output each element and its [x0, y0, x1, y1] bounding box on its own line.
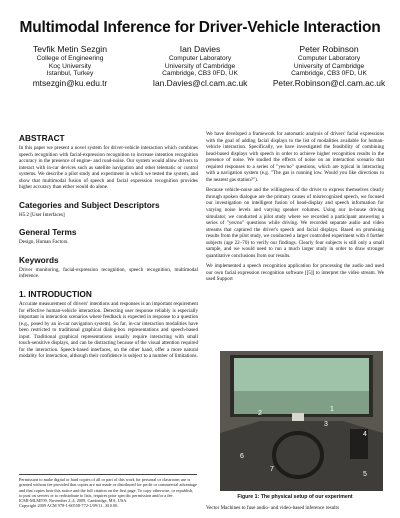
figure-marker: 4 — [363, 431, 367, 438]
author-name: Tevfik Metin Sezgin — [32, 44, 108, 54]
figure-caption: Figure 1: The physical setup of our experiment — [237, 494, 353, 500]
author-email: Peter.Robinson@cl.cam.ac.uk — [272, 77, 386, 88]
body-text-after-figure: Vector Machines to fuse audio- and video-based inference results — [206, 505, 339, 511]
author-name: Peter Robinson — [299, 44, 359, 54]
figure-marker: 6 — [240, 453, 244, 460]
figure-marker: 5 — [363, 471, 367, 478]
abstract-heading: ABSTRACT — [19, 133, 65, 143]
body-paragraph: We implemented a speech recognition application for processing the audio and used our own facial expression recognition software [[5]] to interpret the video stream. We used Support — [206, 263, 384, 283]
camera-device — [292, 413, 304, 421]
author-affiliation: Cambridge, CB3 0FD, UK — [291, 70, 367, 78]
right-column — [206, 131, 384, 283]
abstract-text: In this paper we present a novel system for driver-vehicle interaction which combines speech recognition with facial-expression recognition to increase intention recognition accuracy in the presence of engine- and road-noise. Our system would allow drivers to interact with in-car devices such as satellite navigation and other telematic or control systems. We describe a pilot study and experiment in which we tested the system, and show that multimodal fusion of speech and facial expression recognition provides higher accuracy than either would do alone. — [19, 145, 198, 191]
introduction-text: Accurate measurement of drivers' intentions and responses is an important requirement for effective human-vehicle interaction. Detecting user response reliably is especially important in interaction scenarios where feedback is expected in response to a question (e.g., posed by an in-car navigation system). So far, in-car interaction modalities have been restricted to traditional graphical dialog-box representations and speech-based input. Traditional graphical representations usually require interacting with small touch-sensitive displays, and can be distracting because of the visual attention required for the interaction. Speech-based interfaces, on the other hand, offer a more natural modality for interaction, although their confidence is subject to a number of limitations. — [19, 301, 198, 360]
categories-heading: Categories and Subject Descriptors — [19, 199, 160, 210]
screen-road — [234, 391, 369, 414]
general-terms-heading: General Terms — [19, 227, 77, 238]
general-terms-text: Design, Human Factors. — [19, 239, 69, 246]
figure-marker: 2 — [258, 410, 262, 417]
experiment-setup-photo — [220, 351, 383, 491]
author-email: mtsezgin@ku.edu.tr — [32, 77, 108, 88]
body-paragraph: Because vehicle-noise and the willingness of the driver to express themselves clearly through spoken dialogue are the primary causes of misrecognized speech, we focused our investigation on intelligent fusion of head-display and speech information for varying noise levels and varying speaker volumes. Using our in-house driving simulator, we conducted a pilot study where we recorded a participant answering a series of "yes/no" questions while driving. We recorded separate audio and video streams that captured the driver's speech and facial displays. Based on promising results from the pilot study, we conducted a larger controlled experiment with 4 further subjects (age 22–70) to verify our findings. Clearly four subjects is still only a small sample, and we would need to run a much larger study in order to draw stronger quantitative conclusions from our results. — [206, 187, 384, 259]
author-block-2 — [135, 44, 265, 89]
introduction-heading: 1. INTRODUCTION — [19, 289, 92, 300]
copyright-line: Copyright 2009 ACM 978-1-60558-772-1/09/11...$10.00. — [19, 503, 119, 509]
author-affiliation: Cambridge, CB3 0FD, UK — [162, 70, 238, 78]
author-block-3 — [264, 44, 394, 89]
author-affiliation: College of Engineering — [36, 55, 104, 62]
author-affiliation: Koç University — [48, 62, 92, 70]
figure-marker: 3 — [324, 421, 328, 428]
conference-line: ICMI-MLMI'09, November 2–4, 2009, Cambridge, MA, USA. — [19, 498, 128, 504]
paper-title: Multimodal Inference for Driver-Vehicle Interaction — [19, 19, 381, 36]
author-block-1 — [5, 44, 135, 89]
author-affiliation: University of Cambridge — [293, 62, 365, 70]
author-affiliation: Computer Laboratory — [168, 55, 232, 62]
author-affiliation: Istanbul, Turkey — [46, 70, 94, 78]
categories-text: H5.2 [User Interfaces] — [19, 211, 65, 218]
permission-text: Permission to make digital or hard copies of all or part of this work for personal or classroom use is granted without fee provided that copies are not made or distributed for profit or commercial advantage and that copies bear this notice and the full citation on the first page. To copy otherwise, or republish, to post on servers or to redistribute to lists, requires prior specific permission and/or a fee. — [19, 477, 197, 498]
author-affiliation: University of Cambridge — [164, 62, 236, 70]
body-paragraph: We have developed a framework for automatic analysis of drivers' facial expressions with the goal of adding facial displays to the list of modalities available for human-vehicle interaction. Specifically, we have investigated the feasibility of combining head-based displays with speech in order to achieve higher recognition results in the presence of noise. We studied the effects of noise on an interaction scenario that required responses to a series of "yes/no" questions, which are typical in interacting with a navigation system (e.g. "The gas is running low. Would you like directions to the nearest gas station?"). — [206, 131, 384, 183]
copyright-notice — [19, 474, 197, 509]
keywords-heading: Keywords — [19, 254, 59, 265]
figure-marker: 7 — [270, 466, 274, 473]
figure-marker: 1 — [330, 406, 334, 413]
author-email: Ian.Davies@cl.cam.ac.uk — [152, 77, 248, 88]
photo-illustration — [220, 351, 383, 491]
left-column — [19, 133, 198, 360]
author-name: Ian Davies — [179, 44, 221, 54]
keywords-text: Driver monitoring, facial-expression recognition, speech recognition, multimodal inference. — [19, 266, 198, 280]
author-affiliation: Computer Laboratory — [297, 55, 361, 62]
